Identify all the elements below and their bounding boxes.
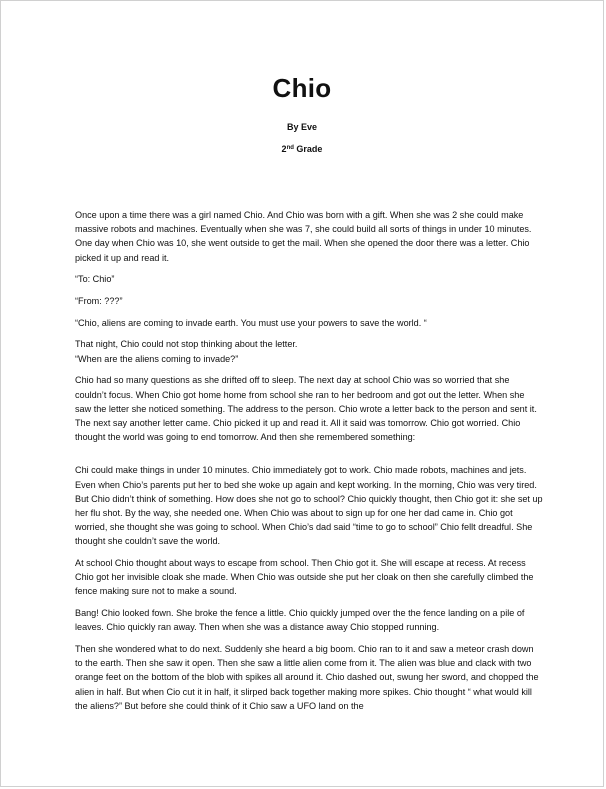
- paragraph-4: “Chio, aliens are coming to invade earth. You must use your powers to save the world. “: [75, 317, 427, 328]
- paragraph-1: Once upon a time there was a girl named Chio. And Chio was born with a gift. When she was 2 she could make massive robots and machines. Eventually when she was 7, she could build all sorts of things in under 10 minutes. One day when Chio was 10, she went outside to get the mail. When she opened the door there was a letter. Chio picked it up and read it.: [75, 210, 532, 263]
- paragraph-11: Then she wondered what to do next. Suddenly she heard a big boom. Chio ran to it and saw a meteor crash down to the earth. Then she saw it open. Then she saw a little alien come from it. The alien was blue and clack with two orange feet on the bottom of the blob with spikes all around it. Chio dashed out, swung her sword, and chopped the alien in half. But when Cio cut it in half, it slirped back together making more spikes. Chio thought “ what would kill the aliens?” But before she could think of it Chio saw a UFO land on the: [75, 644, 539, 711]
- paragraph-8: Chi could make things in under 10 minutes. Chio immediately got to work. Chio made robots, machines and jets. Even when Chio’s parents put her to bed she woke up again and kept working. In the morning, Chio was very tired. But Chio didn’t think of something. How does she not go to school? Chio quickly thought, then Chio got it: she set up her flu shot. By the way, she needed one. When Chio was about to sign up for one her dad came in. Chio got worried, she thought she was going to school. When Chio’s dad said “time to go to school” Chio fellt dreadful. She thought she couldn’t save the world.: [75, 465, 543, 547]
- grade-word: Grade: [296, 144, 323, 154]
- paragraph-10: Bang! Chio looked fown. She broke the fence a little. Chio quickly jumped over the the fence landing on a pile of leaves. Chio quickly ran away. Then when she was a distance away Chio stopped running.: [75, 608, 525, 633]
- story-body: [75, 208, 543, 721]
- grade-number: 2: [281, 144, 287, 154]
- author-byline: By Eve: [286, 122, 318, 132]
- grade-line: [1, 144, 603, 154]
- paragraph-3: “From: ???”: [75, 296, 123, 307]
- paragraph-9: At school Chio thought about ways to escape from school. Then Chio got it. She will escape at recess. At recess Chio got her invisible cloak she made. When Chio was outside she put her cloak on then she carefully climbed the fence making sure not to make a sound.: [75, 558, 534, 597]
- grade-suffix: nd: [286, 145, 294, 151]
- paragraph-7: Chio had so many questions as she drifted off to sleep. The next day at school Chio was so worried that she couldn’t focus. When Chio got home home from school she ran to her bedroom and got out the letter. When she saw the letter she noticed something. The address to the person. Chio wrote a letter back to the person and sent it. The next say another letter came. Chio picked it up and read it. All it said was tomorrow. Chio got worried. Chio thought the world was going to end tomorrow. And then she remembered something:: [75, 375, 537, 443]
- paragraph-2: “To: Chio”: [75, 274, 115, 285]
- paragraph-6: “When are the aliens coming to invade?”: [75, 353, 239, 364]
- story-title: Chio: [272, 73, 332, 103]
- paragraph-5: That night, Chio could not stop thinking about the letter.: [75, 339, 298, 350]
